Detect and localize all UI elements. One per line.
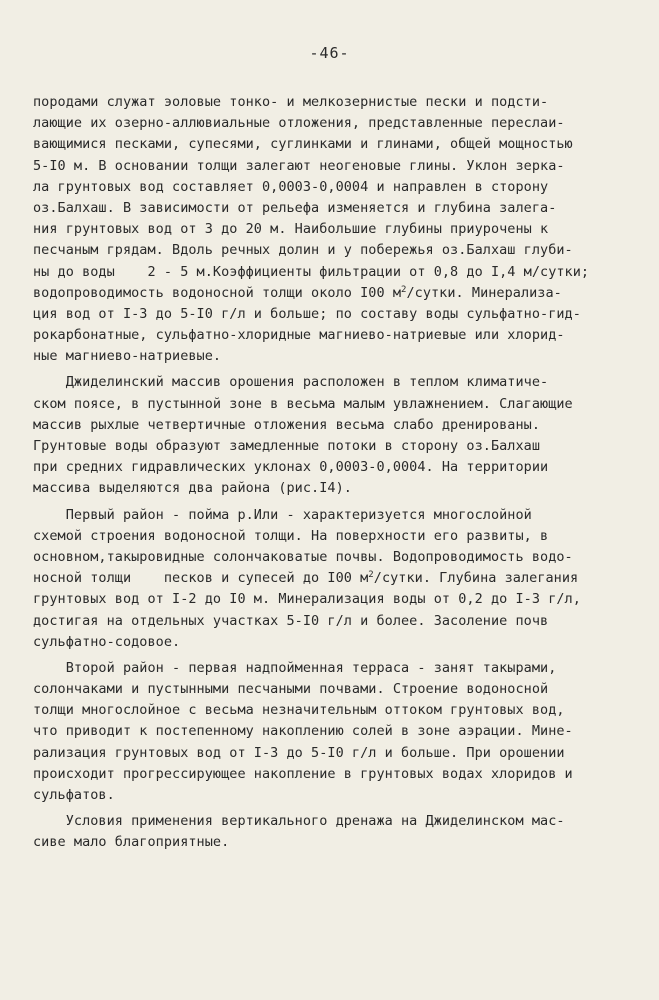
paragraph — [33, 92, 655, 367]
paragraph — [33, 372, 655, 499]
text-line: оз.Балхаш. В зависимости от рельефа изменяется и глубина залега- — [33, 199, 557, 216]
text-line: что приводит к постепенному накоплению солей в зоне аэрации. Мине- — [33, 723, 573, 740]
text-line: ния грунтовых вод от 3 до 20 м. Наибольшие глубины приурочены к — [33, 221, 549, 238]
text-line: схемой строения водоносной толщи. На поверхности его развиты, в — [33, 527, 549, 544]
page-number: -46- — [309, 44, 350, 62]
text-line: ском поясе, в пустынной зоне в весьма малым увлажнением. Слагающие — [33, 395, 573, 412]
text-segment: /сутки. Минерализа- — [406, 284, 562, 301]
text-line: песчаным грядам. Вдоль речных долин и у побережья оз.Балхаш глуби- — [33, 242, 573, 259]
text-line — [33, 283, 655, 304]
text-line: массива выделяются два района (рис.I4). — [33, 480, 352, 497]
text-line: 5-I0 м. В основании толщи залегают неогеновые глины. Уклон зерка- — [33, 157, 565, 174]
text-line: массив рыхлые четвертичные отложения весьма слабо дренированы. — [33, 416, 541, 433]
text-line: ция вод от I-3 до 5-I0 г/л и больше; по составу воды сульфатно-гид- — [33, 305, 581, 322]
text-line: рализация грунтовых вод от I-3 до 5-I0 г/л и больше. При орошении — [33, 744, 565, 761]
text-line: толщи многослойное с весьма незначительным оттоком грунтовых вод, — [33, 702, 565, 719]
text-line: ные магниево-натриевые. — [33, 348, 222, 365]
text-segment: /сутки. Глубина залегания — [373, 570, 579, 587]
text-line: происходит прогрессирующее накопление в грунтовых водах хлоридов и — [33, 765, 573, 782]
text-line: солончаками и пустынными песчаными почвами. Строение водоносной — [33, 681, 549, 698]
text-line: Второй район - первая надпойменная терраса - занят такырами, — [33, 659, 557, 676]
superscript: 2 — [401, 284, 407, 295]
text-line: Условия применения вертикального дренажа на Джиделинском мас- — [33, 813, 565, 830]
text-line: основном,такыровидные солончаковатые почвы. Водопроводимость водо- — [33, 548, 573, 565]
text-line: грунтовых вод от I-2 до I0 м. Минерализация воды от 0,2 до I-3 г/л, — [33, 591, 581, 608]
text-segment: водопроводимость водоносной толщи около I00 м — [33, 284, 401, 301]
body-text — [33, 92, 655, 854]
text-line: сульфатов. — [33, 787, 115, 803]
text-segment: носной толщи песков и супесей до I00 м — [33, 570, 369, 587]
paragraph — [33, 811, 655, 853]
text-line: сиве мало благоприятные. — [33, 834, 230, 851]
text-line: при средних гидравлических уклонах 0,0003-0,0004. На территории — [33, 459, 549, 476]
text-line: лающие их озерно-аллювиальные отложения, представленные перeслаи- — [33, 115, 565, 132]
paragraph — [33, 505, 655, 653]
text-line: Джиделинский массив орошения расположен в теплом климатиче- — [33, 374, 549, 391]
text-line — [33, 568, 655, 589]
text-line: ла грунтовых вод составляет 0,0003-0,0004 и направлен в сторону — [33, 178, 549, 195]
text-line: сульфатно-содовое. — [33, 633, 181, 650]
text-line: ны до воды 2 - 5 м.Коэффициенты фильтрации от 0,8 до I,4 м/сутки; — [33, 263, 590, 280]
text-line: рокарбонатные, сульфатно-хлоридные магниево-натриевые или хлорид- — [33, 327, 565, 344]
text-line: вающимися песками, супесями, суглинками и глинами, общей мощностью — [33, 136, 573, 153]
text-line: породами служат эоловые тонко- и мелкозернистые пески и подсти- — [33, 94, 549, 110]
text-line: Грунтовые воды образуют замедленные потоки в сторону оз.Балхаш — [33, 438, 541, 454]
text-line: достигая на отдельных участках 5-I0 г/л и более. Засоление почв — [33, 612, 549, 629]
superscript: 2 — [368, 570, 374, 581]
paragraph — [33, 658, 655, 806]
text-line: Первый район - пойма р.Или - характеризуется многослойной — [33, 506, 532, 523]
